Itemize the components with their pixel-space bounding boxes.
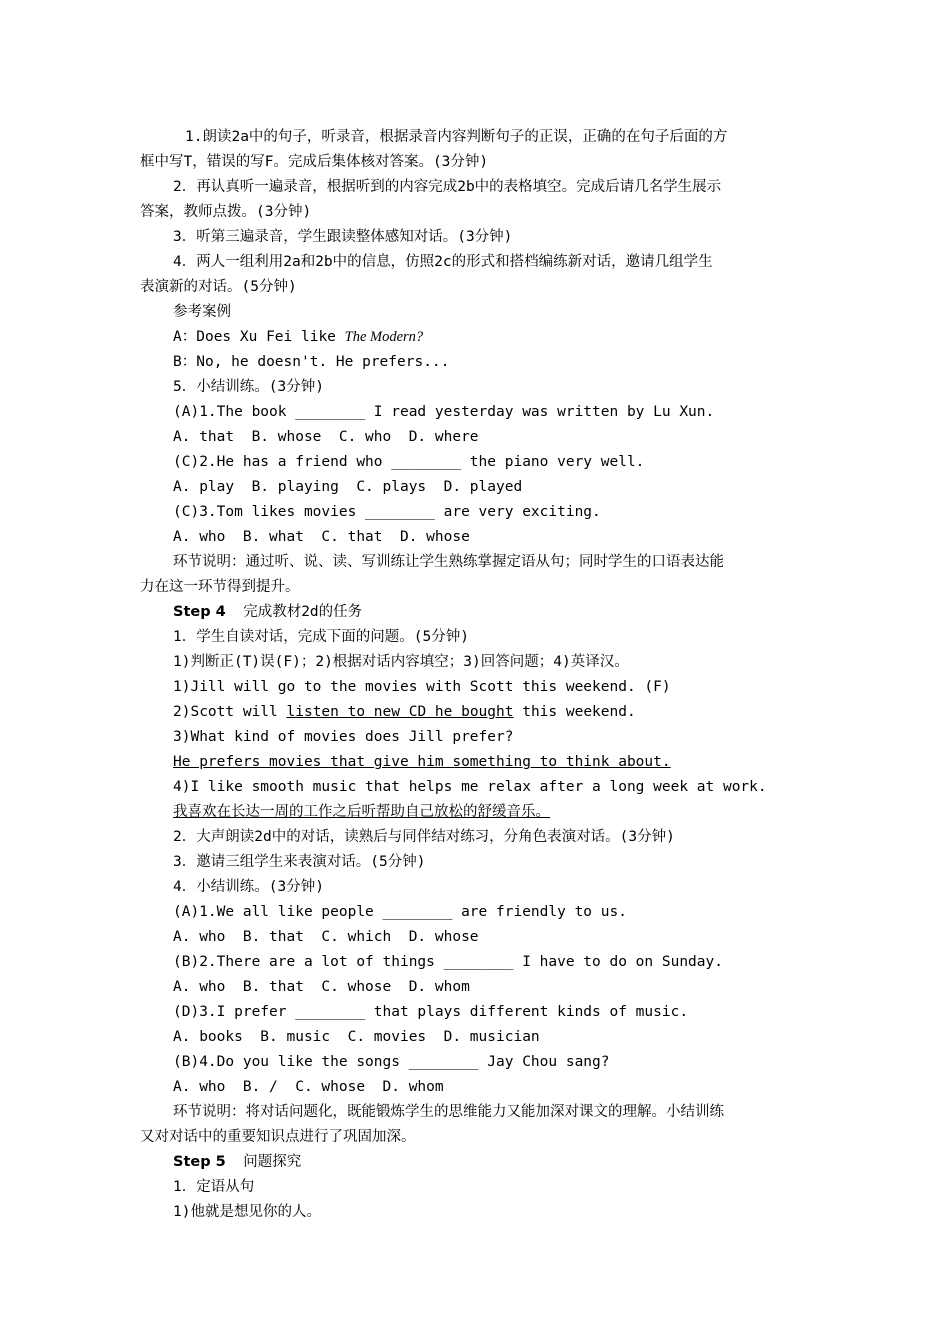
exercise-question: (B)4.Do you like the songs ________ Jay Chou sang? [173,1054,610,1070]
exercise-question: (C)2.He has a friend who ________ the piano very well. [173,454,645,470]
step5-item-1: 1．定语从句 [173,1179,255,1195]
step4-item-1: 1．学生自读对话，完成下面的问题。(5分钟) [173,629,469,645]
exercise-question: (D)3.I prefer ________ that plays different kinds of music. [173,1004,689,1020]
section-note-2a: 环节说明：将对话问题化，既能锻炼学生的思维能力又能加深对课文的理解。小结训练 [173,1104,724,1120]
exercise-options: A. who B. that C. which D. whose [173,929,479,945]
step-text-2a: 2．再认真听一遍录音，根据听到的内容完成2b中的表格填空。完成后请几名学生展示 [173,179,722,195]
step4-title: 完成教材2d的任务 [225,604,363,620]
exercise-options: A. books B. music C. movies D. musician [173,1029,540,1045]
exercise-options: A. who B. that C. whose D. whom [173,979,470,995]
q2-prefix: 2)Scott will [173,704,287,720]
step4-item-4: 4．小结训练。(3分钟) [173,879,324,895]
dialogue-line-a [173,328,423,346]
q2-suffix: this weekend. [513,704,636,720]
step4-heading [173,603,362,621]
section-note-1b: 力在这一环节得到提升。 [140,579,300,595]
section-note-1a: 环节说明：通过听、说、读、写训练让学生熟练掌握定语从句；同时学生的口语表达能 [173,554,724,570]
step5-title: 问题探究 [225,1154,302,1170]
exercise-question: (B)2.There are a lot of things ________ I have to do on Sunday. [173,954,723,970]
dialogue-a-text: A：Does Xu Fei like [173,329,345,345]
step-text-3: 3．听第三遍录音，学生跟读整体感知对话。(3分钟) [173,229,513,245]
section-note-2b: 又对对话中的重要知识点进行了巩固加深。 [140,1129,416,1145]
step5-heading [173,1153,301,1171]
step4-question-1: 1)Jill will go to the movies with Scott this weekend. (F) [173,679,671,695]
step4-question-2 [173,703,636,721]
step5-item-1a: 1)他就是想见你的人。 [173,1204,321,1220]
step4-answer-3: He prefers movies that give him something to think about. [173,754,671,770]
q2-answer: listen to new CD he bought [286,704,514,720]
movie-title: The Modern? [344,329,424,345]
exercise-options: A. that B. whose C. who D. where [173,429,479,445]
step4-question-4: 4)I like smooth music that helps me relax after a long week at work. [173,779,767,795]
exercise-question: (C)3.Tom likes movies ________ are very exciting. [173,504,601,520]
summary-practice-heading: 5．小结训练。(3分钟) [173,379,324,395]
step-text-2b: 答案，教师点拨。(3分钟) [140,204,312,220]
step4-item-3: 3．邀请三组学生来表演对话。(5分钟) [173,854,426,870]
step-text-1a: 1.朗读2a中的句子，听录音，根据录音内容判断句子的正误，正确的在句子后面的方 [185,129,728,145]
step-text-4b: 表演新的对话。(5分钟) [140,279,297,295]
step-text-1b: 框中写T，错误的写F。完成后集体核对答案。(3分钟) [140,154,489,170]
step-text-4a: 4．两人一组利用2a和2b中的信息，仿照2c的形式和搭档编练新对话，邀请几组学生 [173,254,713,270]
exercise-question: (A)1.We all like people ________ are friendly to us. [173,904,627,920]
step4-question-3: 3)What kind of movies does Jill prefer? [173,729,514,745]
step4-label: Step 4 [173,604,226,620]
step4-item-2: 2．大声朗读2d中的对话，读熟后与同伴结对练习，分角色表演对话。(3分钟) [173,829,675,845]
reference-heading: 参考案例 [173,304,231,320]
exercise-options: A. play B. playing C. plays D. played [173,479,523,495]
exercise-options: A. who B. what C. that D. whose [173,529,470,545]
step5-label: Step 5 [173,1154,226,1170]
dialogue-line-b: B：No, he doesn't. He prefers... [173,354,450,370]
step4-tasks: 1)判断正(T)误(F)；2)根据对话内容填空；3)回答问题；4)英译汉。 [173,654,629,670]
step4-answer-4: 我喜欢在长达一周的工作之后听帮助自己放松的舒缓音乐。 [173,804,550,820]
exercise-question: (A)1.The book ________ I read yesterday was written by Lu Xun. [173,404,715,420]
exercise-options: A. who B. / C. whose D. whom [173,1079,444,1095]
